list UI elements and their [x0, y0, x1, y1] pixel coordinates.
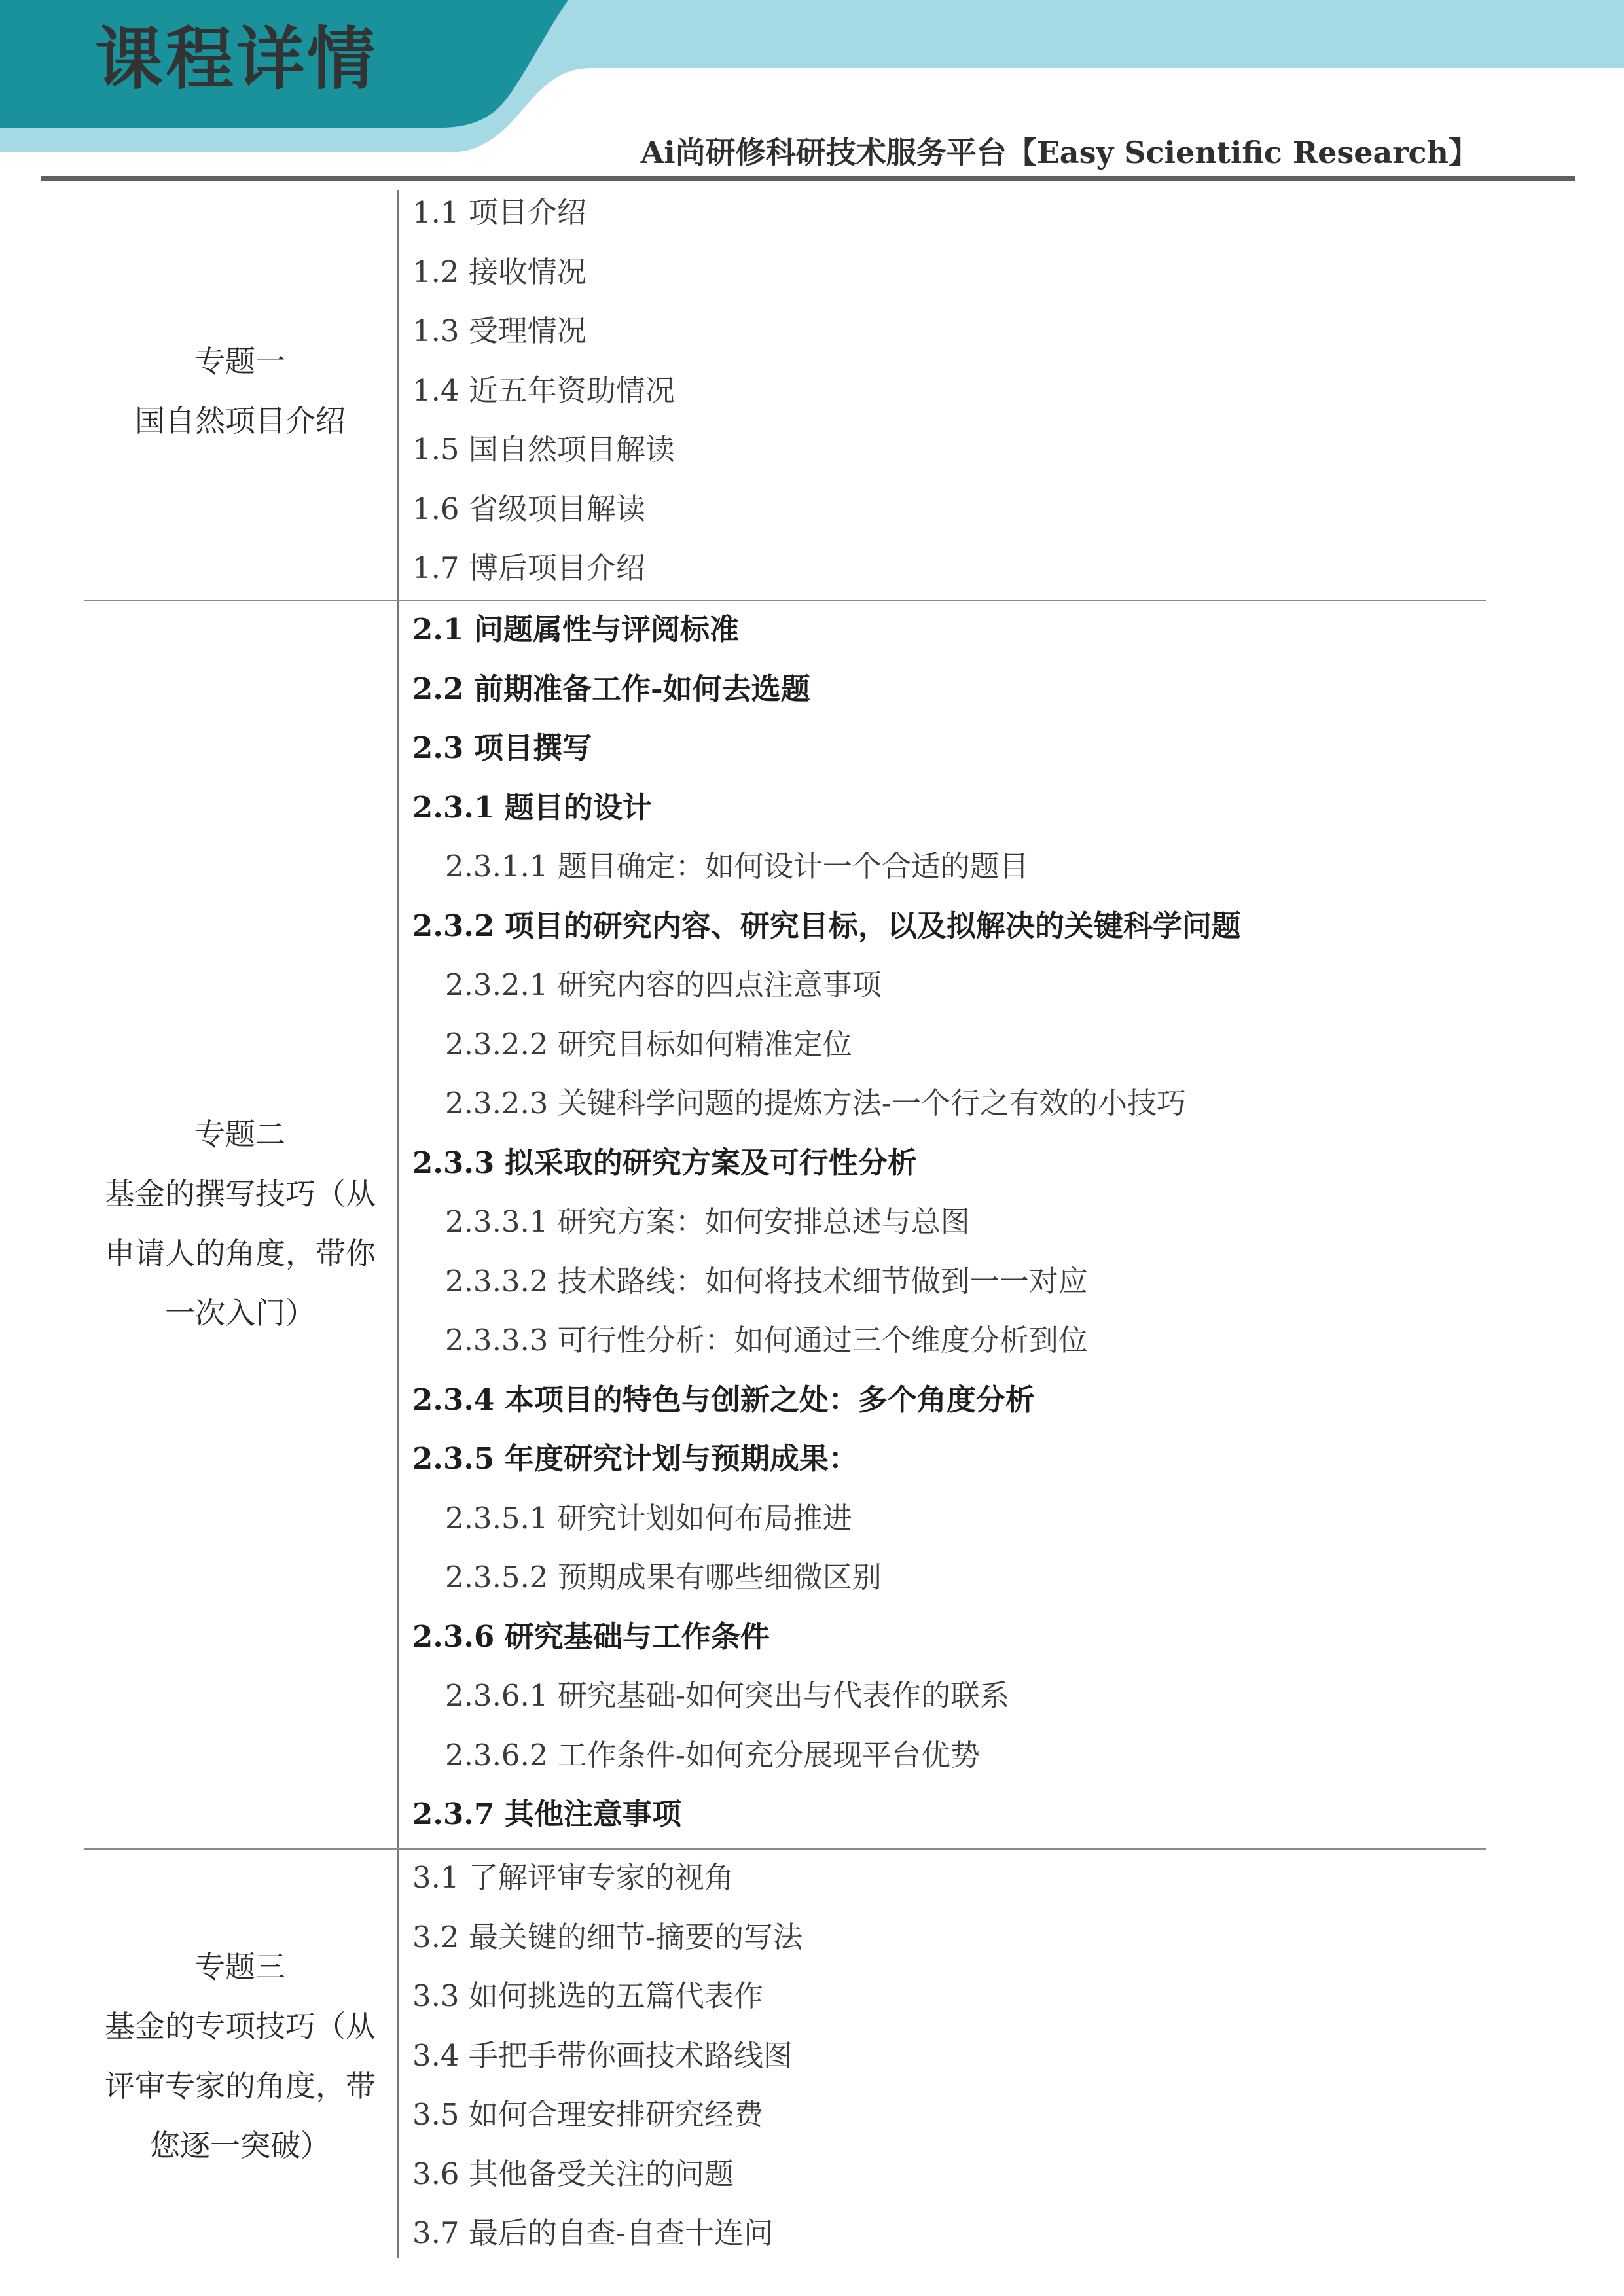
outline-item: 2.3.6 研究基础与工作条件: [412, 1619, 770, 1654]
outline-subitem: 2.3.3.3 可行性分析：如何通过三个维度分析到位: [445, 1323, 1088, 1357]
outline-item: 3.4 手把手带你画技术路线图: [412, 2037, 793, 2073]
outline-item: 1.7 博后项目介绍: [412, 550, 645, 585]
outline-subitem: 2.3.5.2 预期成果有哪些细微区别: [445, 1560, 882, 1594]
topic-name: 基金的撰写技巧（从申请人的角度，带你一次入门）: [105, 1176, 376, 1331]
outline-item: 1.6 省级项目解读: [412, 491, 645, 526]
topic-label: 专题二: [195, 1117, 285, 1152]
outline-item: 2.2 前期准备工作-如何去选题: [412, 671, 810, 706]
outline-item: 1.4 近五年资助情况: [412, 372, 675, 408]
outline-item: 2.3.1 题目的设计: [412, 789, 652, 825]
topic-items: [412, 600, 1241, 1844]
outline-item: 1.3 受理情况: [412, 314, 586, 348]
outline-item: 2.3.5 年度研究计划与预期成果：: [412, 1441, 858, 1476]
outline-item: 2.1 问题属性与评阅标准: [412, 612, 739, 647]
outline-subitem: 2.3.5.1 研究计划如何布局推进: [445, 1500, 852, 1535]
outline-subitem: 2.3.3.1 研究方案：如何安排总述与总图: [445, 1204, 970, 1239]
topic-cell: [84, 600, 397, 1848]
outline-subitem: 2.3.2.1 研究内容的四点注意事项: [445, 967, 882, 1002]
outline-item: 1.2 接收情况: [412, 254, 586, 289]
outline-item: 2.3.3 拟采取的研究方案及可行性分析: [412, 1145, 917, 1180]
outline-item: 3.2 最关键的细节-摘要的写法: [412, 1919, 803, 1954]
outline-subitem: 2.3.1.1 题目确定：如何设计一个合适的题目: [445, 849, 1029, 884]
header-divider: [41, 176, 1575, 181]
topic-items: [412, 183, 675, 598]
outline-item: 2.3.2 项目的研究内容、研究目标，以及拟解决的关键科学问题: [412, 908, 1241, 943]
topic-label: 专题三: [195, 1949, 285, 1984]
outline-subitem: 2.3.2.3 关键科学问题的提炼方法-一个行之有效的小技巧: [445, 1086, 1186, 1121]
outline-item: 2.3 项目撰写: [412, 730, 592, 765]
topic-cell: [84, 1848, 397, 2265]
platform-name: Ai尚研修科研技术服务平台【Easy Scientific Research】: [640, 135, 1479, 170]
outline-item: 1.5 国自然项目解读: [412, 432, 675, 467]
outline-item: 3.1 了解评审专家的视角: [412, 1860, 734, 1895]
outline-subitem: 2.3.6.2 工作条件-如何充分展现平台优势: [445, 1737, 980, 1772]
outline-subitem: 2.3.3.2 技术路线：如何将技术细节做到一一对应: [445, 1263, 1088, 1299]
outline-item: 3.6 其他备受关注的问题: [412, 2156, 734, 2191]
topic-label: 专题一: [195, 344, 285, 379]
outline-subitem: 2.3.6.1 研究基础-如何突出与代表作的联系: [445, 1678, 1009, 1713]
topic-name: 国自然项目介绍: [135, 403, 346, 439]
topic-section-1: [0, 183, 1624, 600]
topic-name: 基金的专项技巧（从评审专家的角度，带您逐一突破）: [105, 2009, 376, 2163]
outline-item: 2.3.4 本项目的特色与创新之处：多个角度分析: [412, 1382, 1035, 1417]
topic-items: [412, 1848, 803, 2263]
outline-item: 1.1 项目介绍: [412, 195, 586, 230]
topic-section-2: [0, 600, 1624, 1848]
outline-item: 2.3.7 其他注意事项: [412, 1797, 681, 1831]
outline-item: 3.7 最后的自查-自查十连问: [412, 2215, 774, 2250]
page-title: 课程详情: [95, 19, 378, 99]
topic-cell: [84, 183, 397, 600]
outline-item: 3.5 如何合理安排研究经费: [412, 2097, 763, 2132]
outline-item: 3.3 如何挑选的五篇代表作: [412, 1979, 763, 2013]
topic-section-3: [0, 1848, 1624, 2265]
outline-subitem: 2.3.2.2 研究目标如何精准定位: [445, 1026, 852, 1062]
